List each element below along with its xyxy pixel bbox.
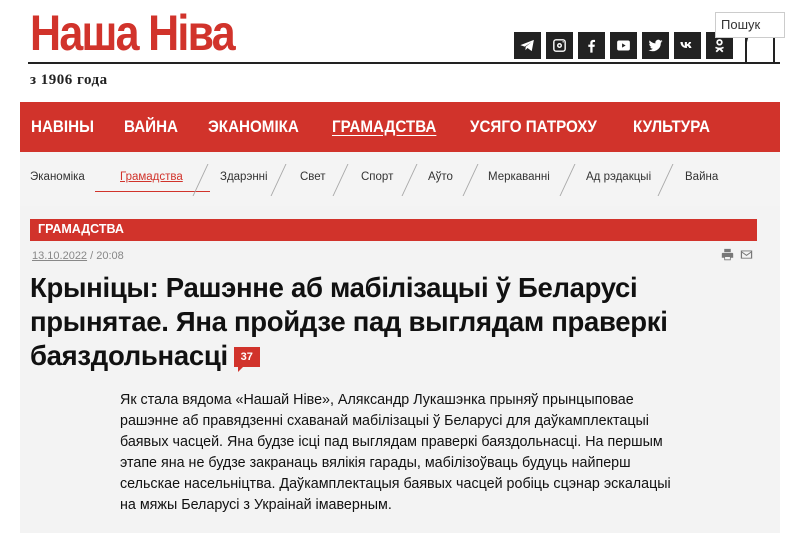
subnav-separator — [463, 164, 479, 196]
article-title — [30, 271, 760, 373]
subnav-item-svet[interactable]: Свет — [300, 171, 326, 183]
instagram-icon[interactable] — [546, 32, 573, 59]
subnav-item-zdarenni[interactable]: Здарэнні — [220, 171, 268, 183]
subnav-separator — [658, 164, 674, 196]
article-lead: Як стала вядома «Нашай Ніве», Аляксандр Лукашэнка прыняў прынцыповае рашэнне аб правядзенні схаванай мабілізацыі ў Беларусі для даўкамплектацыі баявых часцей. Яна будзе ісці пад выглядам праверкі баяздольнасці. На першым этапе яна не будзе закранаць вялікія гарады, мабілізоўваць будуць найперш сельскае насельніцтва. Даўкамплектацыя баявых часцей робіць сцэнар эскалацыі на мяжы Беларусі з Украінай імаверным. — [120, 392, 671, 513]
article-date[interactable]: 13.10.2022 — [32, 250, 88, 262]
subnav-active-underline — [95, 191, 210, 192]
nav-item-ekanomika[interactable]: ЭКАНОМІКА — [208, 117, 300, 136]
subnav-separator — [402, 164, 418, 196]
nav-item-naviny[interactable]: НАВІНЫ — [31, 117, 94, 136]
facebook-icon[interactable] — [578, 32, 605, 59]
twitter-icon[interactable] — [642, 32, 669, 59]
category-bar[interactable] — [30, 219, 757, 241]
print-icon[interactable] — [721, 248, 734, 261]
nav-item-kultura[interactable]: КУЛЬТУРА — [633, 117, 711, 136]
subnav-item-gramadstva[interactable]: Грамадства — [120, 171, 183, 183]
subnav-item-vajna[interactable]: Вайна — [685, 171, 719, 183]
article-container — [20, 206, 780, 533]
logo-underline — [28, 62, 780, 64]
social-links — [514, 32, 733, 59]
email-icon[interactable] — [740, 248, 753, 261]
nav-item-vajna[interactable]: ВАЙНА — [124, 117, 179, 136]
subnav-item-auta[interactable]: Аўто — [428, 171, 453, 183]
subnav-item-merkavanni[interactable]: Меркаванні — [488, 171, 550, 183]
telegram-icon[interactable] — [514, 32, 541, 59]
site-logo[interactable]: Наша Ніва — [30, 5, 234, 61]
main-navigation — [20, 102, 780, 152]
article-meta — [32, 250, 124, 262]
site-tagline: з 1906 года — [30, 72, 108, 88]
youtube-icon[interactable] — [610, 32, 637, 59]
category-label: ГРАМАДСТВА — [38, 222, 124, 236]
site-header — [0, 0, 800, 100]
nav-item-gramadstva[interactable]: ГРАМАДСТВА — [331, 117, 437, 136]
subnav-separator — [560, 164, 576, 196]
subnav-separator — [333, 164, 349, 196]
subnav-item-ekanomika[interactable]: Эканоміка — [30, 171, 85, 183]
subnav-item-sport[interactable]: Спорт — [361, 171, 394, 183]
subnav-item-ad-redaktsyi[interactable]: Ад рэдакцыі — [586, 171, 652, 183]
article-tools — [721, 248, 753, 261]
article-time: / 20:08 — [90, 250, 124, 262]
subnav-separator — [271, 164, 287, 196]
search-input[interactable]: Пошук — [715, 12, 785, 38]
comment-count-badge[interactable]: 37 — [234, 347, 260, 367]
vk-icon[interactable] — [674, 32, 701, 59]
article-title-text: Крыніцы: Рашэнне аб мабілізацыі ў Беларусі прынятае. Яна пройдзе пад выглядам праверкі баяздольнасці — [30, 272, 668, 371]
sub-navigation — [20, 152, 780, 206]
nav-item-usiaho-patrohu[interactable]: УСЯГО ПАТРОХУ — [470, 117, 598, 136]
